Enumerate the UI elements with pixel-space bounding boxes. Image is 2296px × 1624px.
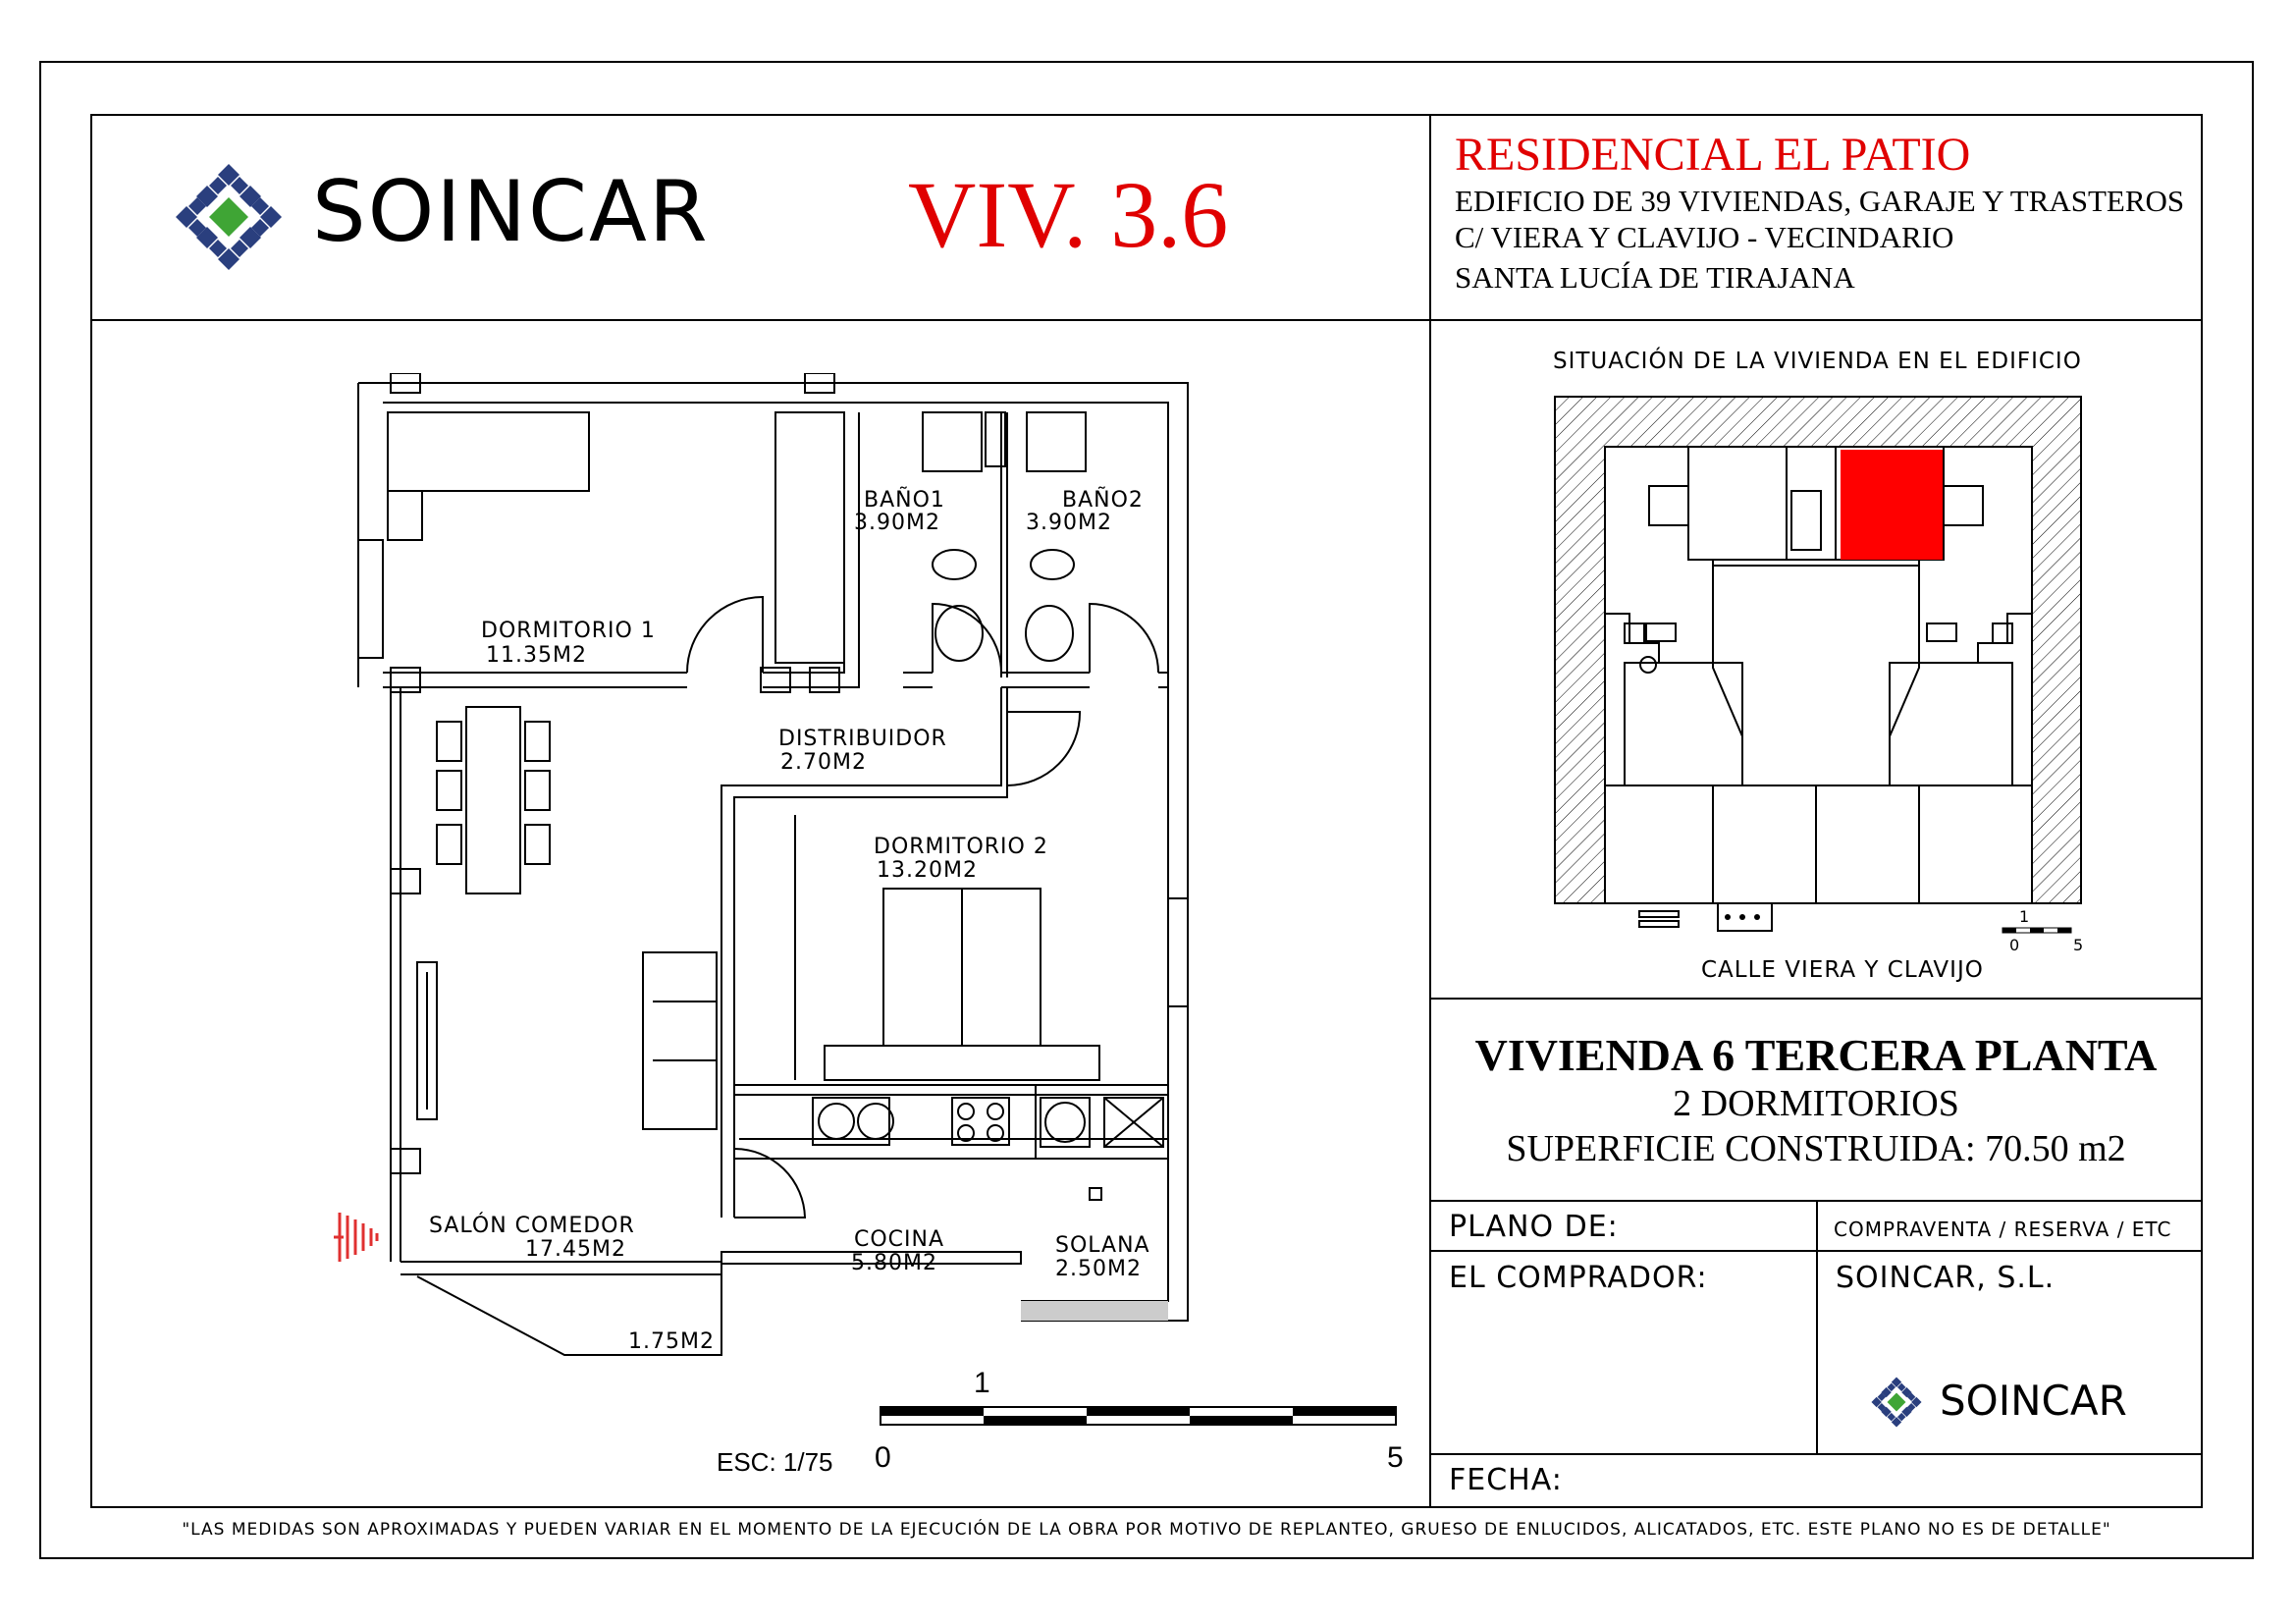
project-line-2: C/ VIERA Y CLAVIJO - VECINDARIO bbox=[1455, 220, 1954, 254]
room-area-dorm2: 13.20M2 bbox=[877, 858, 978, 883]
header-divider bbox=[90, 319, 2203, 321]
plan-scale-right: 5 bbox=[1387, 1441, 1404, 1474]
summary-bedrooms: 2 DORMITORIOS bbox=[1673, 1083, 1959, 1124]
unit-highlight bbox=[1841, 450, 1943, 560]
fecha-label: FECHA: bbox=[1449, 1463, 1563, 1497]
comprador-label: EL COMPRADOR: bbox=[1449, 1261, 1708, 1295]
site-scale-top: 1 bbox=[2019, 907, 2031, 926]
plano-value: COMPRAVENTA / RESERVA / ETC bbox=[1834, 1218, 2172, 1241]
entry-arrow-icon bbox=[334, 1213, 377, 1262]
room-name-distribuidor: DISTRIBUIDOR bbox=[778, 727, 947, 751]
summary-area: SUPERFICIE CONSTRUIDA: 70.50 m2 bbox=[1506, 1128, 2126, 1169]
room-area-dorm1: 11.35M2 bbox=[486, 643, 587, 668]
unit-code: VIV. 3.6 bbox=[908, 162, 1229, 267]
room-area-bano1: 3.90M2 bbox=[854, 511, 940, 535]
plan-scale-top: 1 bbox=[974, 1367, 990, 1399]
footer-logo-mark-icon bbox=[1871, 1377, 1922, 1428]
room-name-solana: SOLANA bbox=[1055, 1233, 1150, 1258]
room-area-distribuidor: 2.70M2 bbox=[780, 750, 867, 775]
plan-scale-bar bbox=[880, 1404, 1400, 1430]
column-divider bbox=[1429, 114, 1431, 1508]
room-area-solana: 2.50M2 bbox=[1055, 1257, 1142, 1281]
room-name-dorm1: DORMITORIO 1 bbox=[481, 619, 656, 643]
room-name-bano2: BAÑO2 bbox=[1062, 488, 1144, 513]
plan-scale-label: ESC: 1/75 bbox=[717, 1447, 833, 1477]
room-area-bano2: 3.90M2 bbox=[1026, 511, 1112, 535]
project-line-1: EDIFICIO DE 39 VIVIENDAS, GARAJE Y TRASTEROS bbox=[1455, 184, 2185, 218]
room-area-salon: 17.45M2 bbox=[525, 1237, 626, 1262]
room-area-cocina: 5.80M2 bbox=[851, 1251, 937, 1275]
brand-logo bbox=[175, 159, 734, 277]
site-scale-left: 0 bbox=[2009, 936, 2021, 954]
room-name-cocina: COCINA bbox=[854, 1227, 945, 1252]
site-plan-title: SITUACIÓN DE LA VIVIENDA EN EL EDIFICIO bbox=[1553, 349, 2082, 374]
terrace-area: 1.75M2 bbox=[628, 1329, 715, 1354]
site-scale-right: 5 bbox=[2073, 936, 2085, 954]
footer-brand-name: SOINCAR bbox=[1940, 1377, 2127, 1425]
form-row-divider-2 bbox=[1429, 1453, 2203, 1455]
plano-label: PLANO DE: bbox=[1449, 1210, 1619, 1244]
project-line-3: SANTA LUCÍA DE TIRAJANA bbox=[1455, 260, 1855, 295]
site-plan-divider bbox=[1429, 998, 2203, 1000]
comprador-value: SOINCAR, S.L. bbox=[1836, 1261, 2056, 1295]
disclaimer: "LAS MEDIDAS SON APROXIMADAS Y PUEDEN VARIAR EN EL MOMENTO DE LA EJECUCIÓN DE LA OBRA POR MOTIVO DE REPLANTEO, GRUESO DE ENLUCIDOS, ALICATADOS, ETC. ESTE PLANO NO ES DE DETALLE" bbox=[182, 1520, 2111, 1540]
plan-scale-left: 0 bbox=[875, 1441, 891, 1474]
logo-mark-icon bbox=[175, 163, 283, 271]
project-title: RESIDENCIAL EL PATIO bbox=[1455, 129, 1971, 181]
footer-brand-logo bbox=[1871, 1373, 2165, 1432]
room-name-dorm2: DORMITORIO 2 bbox=[874, 835, 1048, 859]
room-name-salon: SALÓN COMEDOR bbox=[429, 1214, 635, 1238]
site-plan-drawing bbox=[1541, 383, 2091, 992]
room-name-bano1: BAÑO1 bbox=[864, 488, 945, 513]
site-plan-street: CALLE VIERA Y CLAVIJO bbox=[1701, 957, 1984, 983]
summary-title: VIVIENDA 6 TERCERA PLANTA bbox=[1474, 1030, 2158, 1080]
brand-name: SOINCAR bbox=[312, 163, 710, 261]
form-column-divider bbox=[1816, 1200, 1818, 1453]
